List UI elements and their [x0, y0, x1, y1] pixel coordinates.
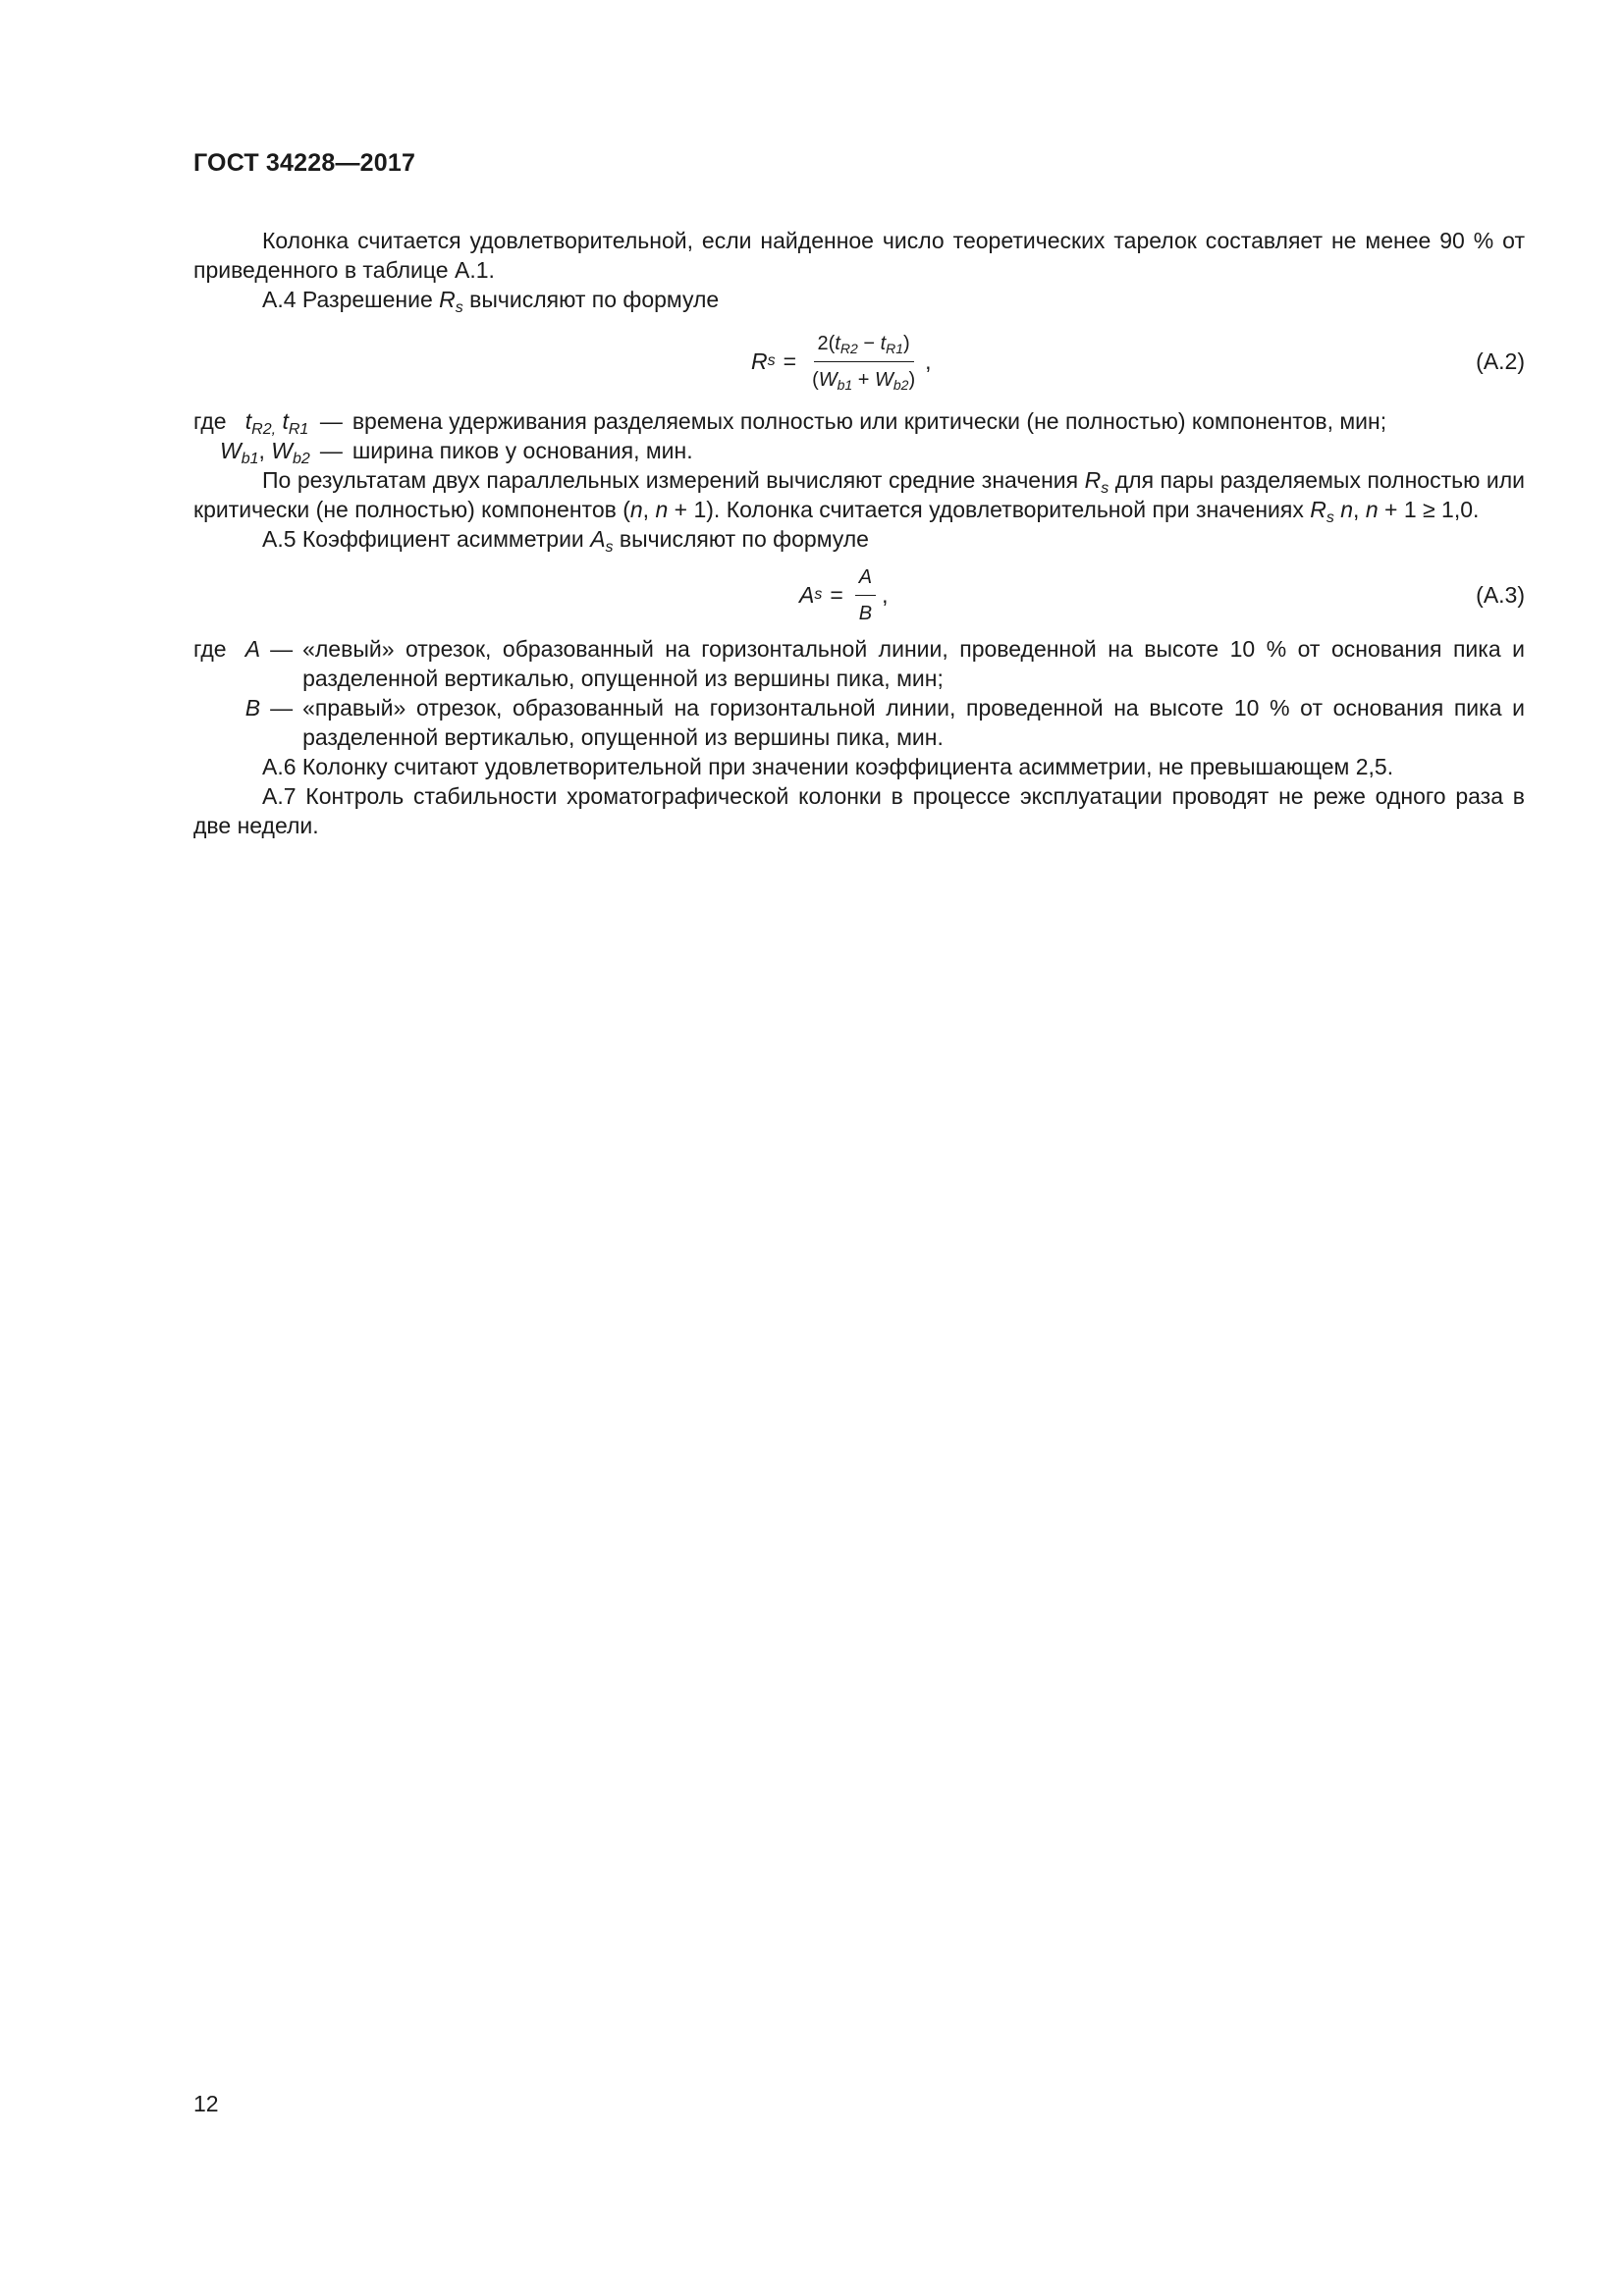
- paragraph-a5: А.5 Коэффициент асимметрии $A_s$ вычисляют по формуле: [262, 526, 869, 556]
- where-label: где A: [193, 636, 261, 662]
- where-def-width: ширина пиков у основания, мин.: [352, 438, 693, 463]
- standard-header: ГОСТ 34228—2017: [193, 149, 416, 177]
- paragraph-column-criteria: Колонка считается удовлетворительной, если найденное число теоретических тарелок составляет не менее 90 % от приведенного в таблице А.1.: [193, 228, 1525, 283]
- where-def-right-segment: «правый» отрезок, образованный на горизонтальной линии, проведенной на высоте 10 % от основания пика и разделенной вертикалью, опущенной из вершины пика, мин.: [302, 695, 1525, 750]
- formula-a2-denominator: $(W_{b1} + W_{b2})$: [812, 368, 916, 393]
- paragraph-a4: А.4 Разрешение $R_s$ вычисляют по формуле: [262, 287, 720, 316]
- where-block-a3: где A — «левый» отрезок, образованный на горизонтальной линии, проведенной на высоте 10 % от основания пика и разделенной вертикалью, опущенной из вершины пика, мин; B — «правый» отрезок, образованный на горизонтальной линии, проведенной на высоте 10 % от основания пика и разделенной вертикалью, опущенной из вершины пика, мин.: [193, 636, 1525, 750]
- page-number: 12: [193, 2091, 219, 2116]
- formula-a2-numerator: $2(t_{R2} - t_{R1})$: [814, 329, 914, 362]
- formula-a3-expression: A s = $\frac{A}{B}$ ,: [799, 563, 889, 626]
- formula-a2-fraction: [808, 329, 919, 395]
- formula-a3-fraction: [855, 562, 876, 628]
- document-body: [193, 226, 1525, 840]
- formula-a3-number: (А.3): [1476, 582, 1525, 608]
- formula-a2-number: (А.2): [1476, 348, 1525, 374]
- where-symbol-width: $W_{b1}$, $W_{b2}$: [220, 438, 310, 467]
- paragraph-a6: А.6 Колонку считают удовлетворительной при значении коэффициента асимметрии, не превышающем 2,5.: [262, 754, 1394, 779]
- where-def-left-segment: «левый» отрезок, образованный на горизонтальной линии, проведенной на высоте 10 % от основания пика и разделенной вертикалью, опущенной из вершины пика, мин;: [302, 636, 1525, 691]
- where-symbol-b: B: [244, 695, 261, 721]
- where-def-retention: времена удерживания разделяемых полностью или критически (не полностью) компонентов, мин;: [352, 408, 1387, 434]
- where-block-a2: где $t_{R2,}$ $t_{R1}$ — времена удерживания разделяемых полностью или критически (не полностью) компонентов, мин; $W_{b1}$, $W_{b2}$ — ширина пиков у основания, мин.: [193, 406, 1525, 465]
- formula-a3: [193, 563, 1525, 626]
- paragraph-a7: А.7 Контроль стабильности хроматографической колонки в процессе эксплуатации проводят не реже одного раза в две недели.: [193, 783, 1525, 838]
- formula-a2: [193, 324, 1525, 399]
- where-label: где $t_{R2,}$ $t_{R1}$: [193, 408, 309, 438]
- paragraph-resolution-results: По результатам двух параллельных измерений вычисляют средние значения $R_s$ для пары разделяемых полностью или критически (не полностью) компонентов (n, n + 1). Колонка считается удовлетворительной при значениях $R_s$ n, n + 1 ≥ 1,0.: [193, 467, 1525, 526]
- formula-a3-numerator: A: [855, 562, 876, 596]
- formula-a3-denominator: B: [858, 602, 873, 624]
- formula-a2-expression: R s = $\frac{2(t_{R2} - t_{R1})}{(W_{b1} + W_{b2})}$ ,: [751, 324, 932, 399]
